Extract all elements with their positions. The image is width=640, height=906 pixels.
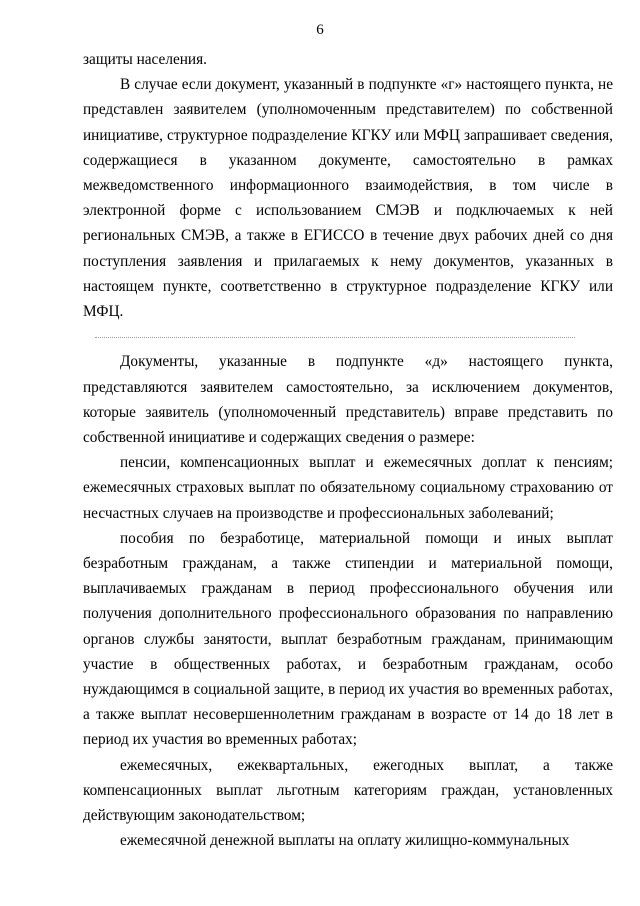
paragraph-unemployment-item: пособия по безработице, материальной помощи и иных выплат безработным гражданам, а также стипендии и материальной помощи, выплачиваемых гражданам в период профессионального обучения или получения дополнительного профессионального образования по направлению органов службы занятости, выплат безработным гражданам, принимающим участие в общественных работах, и безработным гражданам, особо нуждающимся в социальной защите, в период их участия во временных работах, а также выплат несовершеннолетним гражданам в возрасте от 14 до 18 лет в период их участия во временных работах; [83, 529, 613, 749]
paragraph-documents-submission: Документы, указанные в подпункте «д» настоящего пункта, представляются заявителем самостоятельно, за исключением документов, которые заявитель (уполномоченный представитель) вправе представить по собственной инициативе и содержащих сведения о размере: [83, 353, 613, 447]
paragraph-request-procedure [83, 72, 613, 349]
paragraph-pension-item: пенсии, компенсационных выплат и ежемесячных доплат к пенсиям; ежемесячных страховых выплат по обязательному социальному страхованию от несчастных случаев на производстве и профессиональных заболеваний; [83, 454, 613, 522]
page-number: 6 [316, 22, 324, 38]
dotted-rule [95, 337, 575, 338]
paragraph-compensation-item: ежемесячных, ежеквартальных, ежегодных выплат, а также компенсационных выплат льготным категориям граждан, установленных действующим законодательством; [83, 756, 613, 825]
paragraph-continuation: защиты населения. [83, 51, 207, 68]
document-body [83, 47, 613, 854]
paragraph-housing-item: ежемесячной денежной выплаты на оплату жилищно-коммунальных [120, 832, 570, 850]
paragraph-request-procedure-text: В случае если документ, указанный в подпункте «г» настоящего пункта, не представлен заявителем (уполномоченным представителем) по собственной инициативе, структурное подразделение КГКУ или МФЦ запрашивает сведения, содержащиеся в указанном документе, самостоятельно в рамках межведомственного информационного взаимодействия, в том числе в электронной форме с использованием СМЭВ и подключаемых к ней региональных СМЭВ, а также в ЕГИССО в течение двух рабочих дней со дня поступления заявления и прилагаемых к нему документов, указанных в настоящем пункте, соответственно в структурное подразделение КГКУ или МФЦ. [83, 76, 613, 321]
